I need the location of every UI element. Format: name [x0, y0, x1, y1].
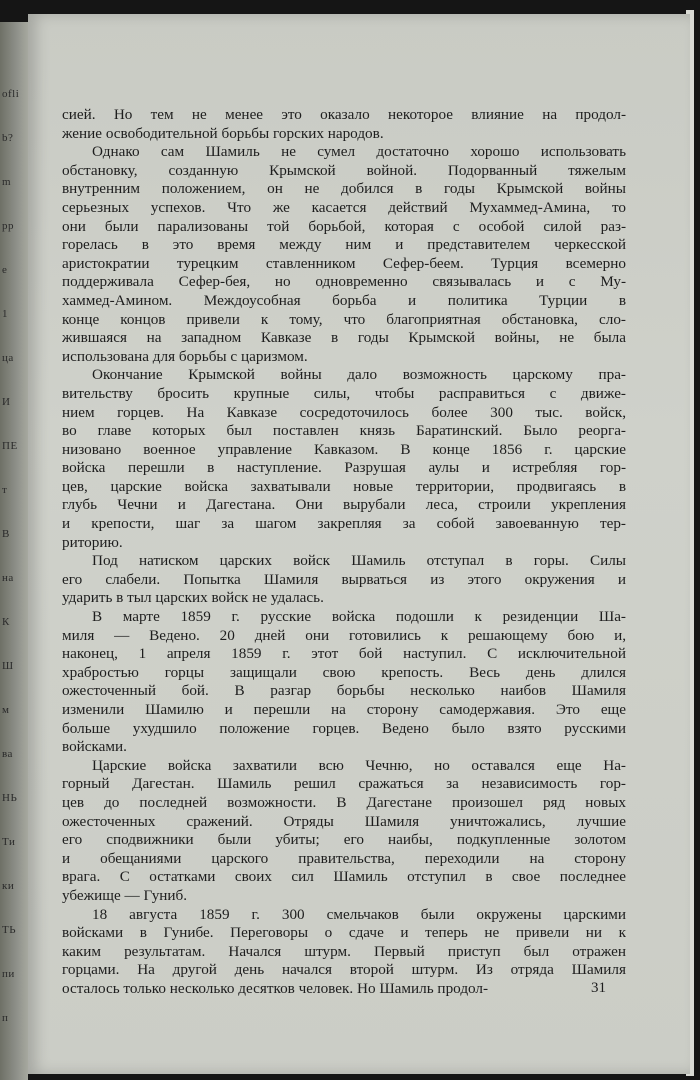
text-line: они были парализованы той борьбой, которая с особой силой раз- [62, 217, 626, 235]
text-line: миля — Ведено. 20 дней они готовились к решающему бою и, [62, 626, 626, 644]
paragraph [62, 552, 626, 608]
paragraph [62, 757, 626, 906]
text-line: убежище — Гуниб. [62, 886, 188, 904]
left-page-fragment: Ти [2, 836, 16, 848]
text-line: жившаяся на западном Кавказе в годы Крымской войны, не была [62, 329, 626, 347]
text-line: аристократии турецким ставленником Сефер-беем. Турция всемерно [62, 254, 626, 272]
text-line: и обещаниями царского правительства, переходили на сторону [62, 849, 626, 867]
text-line: риторию. [62, 533, 123, 551]
left-page-fragment: НЬ [2, 792, 18, 804]
text-line: ударить в тыл царских войск не удалась. [62, 589, 324, 607]
left-page-fragment: ПЕ [2, 440, 18, 452]
text-line: жение освободительной борьбы горских народов. [62, 124, 384, 142]
text-line: войсками. [62, 738, 127, 756]
text-line: конце концов привели к тому, что благоприятная обстановка, сло- [62, 310, 626, 328]
page-number: 31 [591, 980, 606, 996]
text-line: во главе которых был поставлен князь Баратинский. Было реорга- [62, 422, 626, 440]
left-page-fragment: И [2, 396, 11, 408]
left-page-fragment: пи [2, 968, 15, 980]
text-line: горелась в это время между ним и представителем черкесской [62, 236, 626, 254]
left-page-fragment: В [2, 528, 10, 540]
left-page-fragment: Ш [2, 660, 14, 672]
text-line: серьезных успехов. Что же касается действий Мухаммед-Амина, то [62, 198, 626, 216]
text-line: больше ухудшило положение горцев. Ведено было взято русскими [62, 719, 626, 737]
text-line: осталось только несколько десятков человек. Но Шамиль продол- [62, 979, 489, 997]
text-line: внутренним положением, он не добился в годы Крымской войны [62, 180, 626, 198]
text-line: нием горцев. На Кавказе сосредоточилось более 300 тыс. войск, [62, 403, 626, 421]
left-page-edge [0, 22, 28, 1080]
text-line: Окончание Крымской войны дало возможность царскому пра- [92, 366, 626, 384]
text-line: и крепости, шаг за шагом закрепляя за собой завоеванную тер- [62, 515, 626, 533]
left-page-fragment: ки [2, 880, 15, 892]
text-line: изменили Шамилю и перешли на сторону самодержавия. Это еще [62, 701, 626, 718]
text-line: врага. С остатками своих сил Шамиль отступил в свое последнее [62, 868, 626, 886]
text-line: хаммед-Амином. Междоусобная борьба и политика Турции в [62, 291, 626, 309]
text-line: Царские войска захватили всю Чечню, но оставался еще На- [92, 756, 626, 774]
text-line: сией. Но тем не менее это оказало некоторое влияние на продол- [62, 106, 626, 123]
left-page-fragment: е [2, 264, 8, 276]
text-line: его слабели. Попытка Шамиля вырваться из этого окружения и [62, 570, 626, 588]
left-page-fragment: К [2, 616, 10, 628]
text-line: его сподвижники были убиты; его наибы, подкупленные золотом [62, 831, 626, 849]
left-page-fragment: ва [2, 748, 13, 760]
left-page-fragment: pp [2, 220, 14, 232]
text-line: наконец, 1 апреля 1859 г. этот бой наступил. С исключительной [62, 645, 626, 663]
paragraph [62, 608, 626, 757]
text-line: вительству бросить крупные силы, чтобы расправиться с движе- [62, 384, 626, 402]
text-line: ожесточенных сражений. Отряды Шамиля уничтожались, лучшие [62, 812, 626, 830]
paragraph [62, 106, 626, 143]
left-page-fragment: b? [2, 132, 14, 144]
text-line: храбростью горцы защищали свою крепость. Весь день длился [62, 663, 626, 681]
text-line: цев, царские войска захватывали новые территории, продвигаясь в [62, 477, 626, 495]
text-line: цев до последней возможности. В Дагестане произошел ряд новых [62, 793, 626, 811]
left-page-fragment: т [2, 484, 8, 496]
left-page-fragment: ofli [2, 88, 20, 100]
left-page-fragment: м [2, 704, 10, 716]
text-line: глубь Чечни и Дагестана. Они вырубали леса, строили укрепления [62, 496, 626, 514]
left-page-fragment: на [2, 572, 14, 584]
text-line: ожесточенный бой. В разгар борьбы несколько наибов Шамиля [62, 682, 626, 700]
paragraph [62, 366, 626, 552]
left-page-fragment: п [2, 1012, 9, 1024]
left-page-fragment: 1 [2, 308, 8, 320]
left-page-fragment: m [2, 176, 12, 188]
left-page-fragment: ца [2, 352, 14, 364]
text-line: обстановку, созданную Крымской войной. Подорванный тяжелым [62, 161, 626, 179]
paragraph [62, 906, 626, 999]
text-line: 18 августа 1859 г. 300 смельчаков были окружены царскими [92, 905, 626, 923]
paragraph [62, 143, 626, 366]
text-line: каким результатам. Начался штурм. Первый приступ был отражен [62, 942, 626, 960]
text-line: низовано военное управление Кавказом. В конце 1856 г. царские [62, 440, 626, 458]
text-line: В марте 1859 г. русские войска подошли к резиденции Ша- [92, 608, 626, 626]
text-line: использована для борьбы с царизмом. [62, 347, 308, 365]
text-line: Под натиском царских войск Шамиль отступал в горы. Силы [92, 552, 626, 570]
book-page [28, 14, 690, 1074]
page-body-text [62, 106, 626, 999]
text-line: войсками в Гунибе. Переговоры о сдаче и теперь не привели ни к [62, 924, 626, 942]
text-line: Однако сам Шамиль не сумел достаточно хорошо использовать [92, 143, 626, 161]
text-line: горцами. На другой день начался второй штурм. Из отряда Шамиля [62, 961, 626, 979]
text-line: горный Дагестан. Шамиль решил сражаться за независимость гор- [62, 775, 626, 793]
text-line: поддерживала Сефер-бея, но одновременно связывалась и с Му- [62, 273, 626, 291]
text-line: войска перешли в наступление. Разрушая аулы и истребляя гор- [62, 459, 626, 477]
left-page-fragment: ТЬ [2, 924, 17, 936]
